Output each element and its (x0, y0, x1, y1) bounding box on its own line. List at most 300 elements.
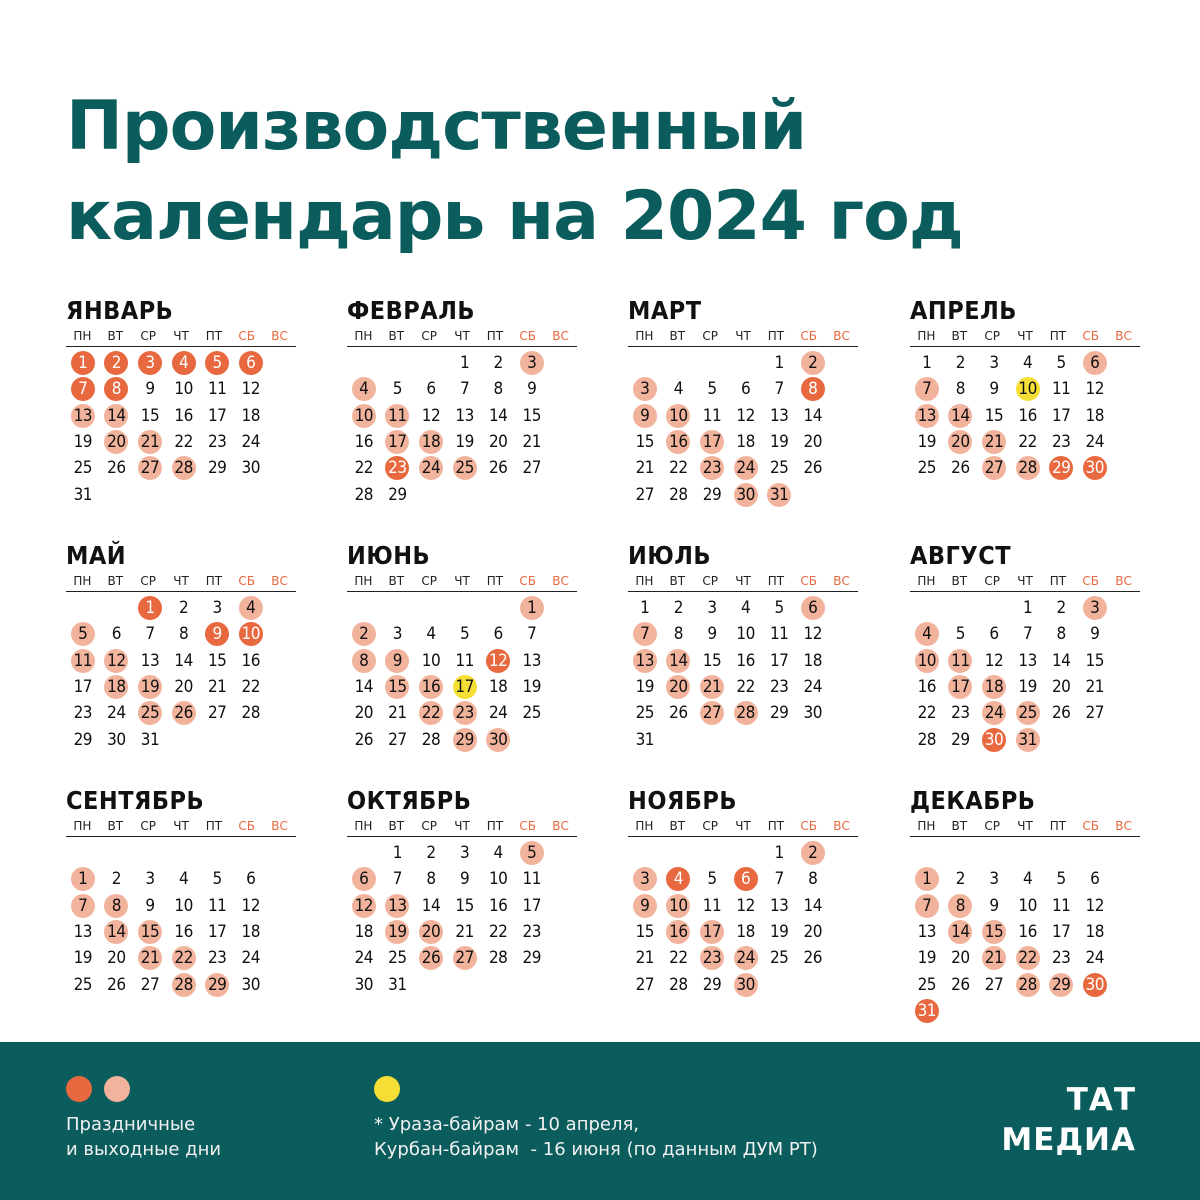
day-number: 2 (493, 353, 503, 374)
days-grid (910, 595, 1145, 753)
day-cell (762, 893, 796, 919)
weekend-day (796, 840, 830, 866)
day-number: 17 (700, 430, 724, 454)
holiday-day (1078, 971, 1112, 997)
month-10 (347, 786, 577, 998)
legend-footer (0, 1042, 1200, 1200)
empty-day (1044, 840, 1078, 866)
day-number: 4 (178, 869, 189, 890)
day-number: 21 (455, 922, 474, 943)
day-number: 5 (205, 351, 229, 375)
day-number: 12 (241, 379, 260, 400)
weekend-day (100, 674, 134, 700)
day-cell (662, 455, 696, 481)
day-number: 5 (774, 598, 784, 619)
day-number: 7 (145, 624, 155, 645)
weekday-label: ПТ (767, 819, 785, 833)
weekday-header (66, 328, 296, 347)
weekend-day (448, 455, 482, 481)
day-cell (1044, 893, 1078, 919)
day-cell (481, 893, 515, 919)
weekend-day (100, 429, 134, 455)
month-name: ИЮЛЬ (628, 541, 712, 570)
weekend-day (662, 429, 696, 455)
day-number: 2 (801, 351, 825, 375)
day-cell (481, 840, 515, 866)
day-cell (628, 945, 662, 971)
weekend-day (100, 648, 134, 674)
day-cell (234, 866, 268, 892)
day-cell (234, 700, 268, 726)
empty-day (628, 840, 662, 866)
day-number: 14 (948, 404, 972, 428)
weekday-label: СБ (1082, 819, 1100, 833)
day-number: 16 (666, 920, 690, 944)
day-number: 22 (241, 677, 260, 698)
weekend-day (977, 945, 1011, 971)
weekend-day (1078, 595, 1112, 621)
day-cell (1011, 350, 1045, 376)
day-number: 28 (354, 484, 374, 505)
day-number: 24 (419, 456, 443, 480)
weekend-day (347, 866, 381, 892)
day-number: 26 (419, 946, 443, 970)
day-number: 12 (1085, 379, 1104, 400)
day-cell (381, 700, 415, 726)
day-cell (977, 403, 1011, 429)
weekday-label: ВС (1115, 574, 1132, 588)
empty-day (1078, 840, 1112, 866)
weekend-day (910, 403, 944, 429)
weekday-label: ЧТ (1017, 819, 1033, 833)
weekday-label: СБ (238, 819, 256, 833)
day-cell (515, 376, 549, 402)
legend-note (374, 1112, 818, 1162)
weekday-label: ПН (917, 819, 936, 833)
day-cell (200, 674, 234, 700)
day-number: 4 (426, 624, 436, 645)
day-cell (200, 376, 234, 402)
day-number: 12 (736, 405, 755, 426)
day-cell (414, 403, 448, 429)
day-number: 11 (948, 649, 972, 673)
weekday-label: ВТ (107, 574, 124, 588)
day-cell (481, 376, 515, 402)
empty-day (662, 840, 696, 866)
day-cell (515, 945, 549, 971)
empty-day (381, 595, 415, 621)
month-name: МАЙ (66, 541, 127, 570)
weekend-day (381, 403, 415, 429)
day-number: 18 (982, 675, 1006, 699)
weekday-label: ВТ (107, 819, 124, 833)
weekend-day (448, 726, 482, 752)
day-cell (100, 866, 134, 892)
day-cell (1044, 621, 1078, 647)
day-cell (448, 893, 482, 919)
day-number: 29 (388, 484, 407, 505)
day-number: 24 (734, 456, 758, 480)
day-cell (695, 595, 729, 621)
day-number: 6 (352, 867, 376, 891)
day-number: 17 (1051, 405, 1071, 426)
day-number: 6 (246, 869, 256, 890)
day-cell (200, 648, 234, 674)
holiday-day (481, 648, 515, 674)
day-number: 28 (1016, 456, 1040, 480)
day-cell (381, 866, 415, 892)
weekday-label: ВТ (669, 819, 686, 833)
day-cell (167, 376, 201, 402)
day-cell (910, 429, 944, 455)
weekend-day (414, 674, 448, 700)
day-cell (695, 621, 729, 647)
day-cell (167, 648, 201, 674)
day-number: 7 (527, 624, 537, 645)
day-cell (1078, 429, 1112, 455)
day-cell (729, 674, 763, 700)
day-cell (628, 971, 662, 997)
day-number: 15 (1085, 650, 1104, 671)
month-name: АПРЕЛЬ (910, 296, 1017, 325)
day-number: 8 (178, 624, 189, 645)
day-number: 20 (419, 920, 443, 944)
month-name: СЕНТЯБРЬ (66, 786, 205, 815)
title-line-2: календарь на 2024 год (66, 177, 963, 256)
day-number: 24 (1085, 948, 1104, 969)
day-cell (515, 621, 549, 647)
day-number: 23 (769, 677, 789, 698)
weekend-day (662, 648, 696, 674)
day-cell (628, 919, 662, 945)
weekday-label: СР (702, 574, 718, 588)
weekend-day (695, 919, 729, 945)
holiday-day (977, 726, 1011, 752)
weekday-label: СР (421, 329, 437, 343)
day-number: 3 (520, 351, 544, 375)
day-cell (729, 403, 763, 429)
empty-day (200, 840, 234, 866)
day-cell (1044, 700, 1078, 726)
day-number: 15 (702, 650, 722, 671)
day-number: 13 (917, 922, 937, 943)
weekend-day (910, 376, 944, 402)
day-number: 20 (107, 948, 126, 969)
day-cell (796, 945, 830, 971)
weekend-day (448, 700, 482, 726)
day-number: 8 (948, 894, 972, 918)
day-cell (1044, 403, 1078, 429)
religious-holiday-day (448, 674, 482, 700)
month-7 (628, 541, 858, 753)
days-grid (66, 595, 301, 753)
weekend-day (1011, 971, 1045, 997)
day-cell (448, 350, 482, 376)
day-cell (200, 595, 234, 621)
weekend-day (347, 648, 381, 674)
day-cell (481, 350, 515, 376)
day-cell (515, 866, 549, 892)
day-cell (910, 726, 944, 752)
day-number: 13 (633, 649, 657, 673)
day-cell (944, 621, 978, 647)
day-number: 2 (955, 869, 965, 890)
day-cell (234, 455, 268, 481)
day-number: 9 (989, 895, 999, 916)
day-number: 19 (635, 677, 655, 698)
weekend-day (100, 403, 134, 429)
day-cell (796, 403, 830, 429)
day-number: 12 (352, 894, 376, 918)
day-cell (662, 376, 696, 402)
day-cell (167, 595, 201, 621)
day-number: 23 (522, 922, 541, 943)
day-number: 17 (700, 920, 724, 944)
weekend-day (515, 350, 549, 376)
day-number: 16 (241, 650, 260, 671)
day-number: 12 (486, 649, 510, 673)
weekend-day (729, 971, 763, 997)
day-number: 9 (459, 869, 470, 890)
day-number: 1 (520, 596, 544, 620)
day-cell (481, 429, 515, 455)
weekend-day (944, 648, 978, 674)
weekend-day (944, 893, 978, 919)
weekday-label: ПТ (486, 819, 504, 833)
day-cell (762, 648, 796, 674)
day-number: 2 (801, 841, 825, 865)
weekday-label: СБ (519, 819, 537, 833)
day-number: 31 (140, 729, 160, 750)
day-number: 7 (633, 622, 657, 646)
empty-day (448, 595, 482, 621)
day-cell (695, 866, 729, 892)
weekend-day (662, 919, 696, 945)
day-number: 18 (104, 675, 128, 699)
empty-day (347, 840, 381, 866)
day-number: 6 (1090, 869, 1100, 890)
day-number: 10 (488, 869, 508, 890)
day-cell (234, 403, 268, 429)
day-number: 8 (955, 379, 965, 400)
day-number: 9 (205, 622, 229, 646)
day-number: 5 (1056, 353, 1066, 374)
weekday-label: ВТ (669, 574, 686, 588)
day-number: 17 (522, 895, 541, 916)
weekday-label: ВТ (951, 329, 968, 343)
holiday-day (729, 866, 763, 892)
day-number: 25 (769, 948, 789, 969)
empty-day (100, 595, 134, 621)
day-cell (1011, 429, 1045, 455)
day-cell (1044, 648, 1078, 674)
day-number: 26 (488, 458, 508, 479)
weekday-label: ВС (552, 574, 569, 588)
weekday-label: ВТ (669, 329, 686, 343)
day-cell (695, 648, 729, 674)
day-number: 7 (774, 869, 784, 890)
weekday-header (347, 818, 577, 837)
day-cell (977, 866, 1011, 892)
day-number: 18 (488, 677, 508, 698)
weekend-day (167, 700, 201, 726)
day-number: 29 (453, 728, 477, 752)
weekend-day (695, 700, 729, 726)
day-cell (515, 919, 549, 945)
day-number: 10 (736, 624, 755, 645)
day-number: 19 (1018, 677, 1037, 698)
day-number: 26 (803, 948, 822, 969)
weekday-label: ПТ (205, 819, 223, 833)
day-number: 12 (736, 895, 755, 916)
day-cell (662, 700, 696, 726)
day-number: 6 (734, 867, 758, 891)
weekend-day (628, 376, 662, 402)
day-cell (1044, 376, 1078, 402)
weekday-label: СР (421, 819, 437, 833)
day-number: 10 (666, 404, 690, 428)
day-number: 7 (1022, 624, 1033, 645)
day-number: 21 (388, 703, 407, 724)
day-number: 11 (702, 895, 722, 916)
day-cell (515, 455, 549, 481)
weekend-dot-icon (104, 1076, 130, 1102)
day-number: 24 (107, 703, 126, 724)
day-number: 29 (1049, 973, 1073, 997)
day-cell (796, 429, 830, 455)
day-number: 6 (989, 624, 999, 645)
weekend-day (347, 376, 381, 402)
day-cell (234, 971, 268, 997)
day-cell (1078, 403, 1112, 429)
day-number: 3 (633, 377, 657, 401)
day-cell (66, 726, 100, 752)
day-number: 31 (1016, 728, 1040, 752)
day-number: 22 (354, 458, 374, 479)
weekend-day (347, 621, 381, 647)
weekend-day (414, 700, 448, 726)
day-cell (910, 945, 944, 971)
holiday-day (200, 350, 234, 376)
day-cell (167, 919, 201, 945)
day-cell (381, 945, 415, 971)
day-number: 30 (107, 729, 126, 750)
day-number: 20 (803, 432, 822, 453)
day-number: 22 (669, 458, 688, 479)
month-6 (347, 541, 577, 753)
day-number: 15 (982, 920, 1006, 944)
day-cell (133, 893, 167, 919)
day-cell (448, 919, 482, 945)
empty-day (66, 840, 100, 866)
weekday-header (628, 328, 858, 347)
weekend-day (381, 674, 415, 700)
day-number: 2 (111, 869, 121, 890)
day-number: 25 (917, 458, 937, 479)
day-cell (762, 700, 796, 726)
day-number: 26 (354, 729, 374, 750)
day-cell (167, 866, 201, 892)
day-cell (762, 376, 796, 402)
day-number: 5 (71, 622, 95, 646)
weekend-day (662, 893, 696, 919)
day-number: 9 (633, 894, 657, 918)
day-number: 17 (73, 677, 93, 698)
day-number: 1 (138, 596, 162, 620)
weekend-day (414, 455, 448, 481)
weekday-label: ПТ (205, 574, 223, 588)
day-number: 2 (352, 622, 376, 646)
legend-holidays-line-2: и выходные дни (66, 1139, 222, 1160)
day-number: 8 (801, 377, 825, 401)
day-number: 24 (488, 703, 508, 724)
day-number: 10 (915, 649, 939, 673)
day-number: 12 (421, 405, 441, 426)
days-grid (628, 350, 863, 508)
day-cell (628, 674, 662, 700)
month-11 (628, 786, 858, 998)
day-cell (234, 648, 268, 674)
weekend-day (695, 455, 729, 481)
day-cell (481, 455, 515, 481)
weekend-day (167, 945, 201, 971)
day-number: 24 (241, 948, 260, 969)
title-line-1: Производственный (66, 87, 807, 166)
day-number: 7 (71, 894, 95, 918)
day-cell (729, 893, 763, 919)
day-number: 6 (239, 351, 263, 375)
day-cell (628, 726, 662, 752)
day-number: 15 (140, 405, 160, 426)
weekday-label: ЧТ (735, 329, 751, 343)
empty-day (910, 595, 944, 621)
day-number: 20 (104, 430, 128, 454)
weekday-label: СБ (238, 329, 256, 343)
day-cell (762, 674, 796, 700)
day-number: 11 (207, 895, 227, 916)
day-cell (200, 945, 234, 971)
day-cell (762, 455, 796, 481)
day-cell (796, 919, 830, 945)
day-cell (796, 621, 830, 647)
day-cell (234, 376, 268, 402)
empty-day (977, 840, 1011, 866)
holiday-day (100, 350, 134, 376)
holiday-day (381, 455, 415, 481)
day-cell (1044, 350, 1078, 376)
weekend-day (910, 866, 944, 892)
day-cell (347, 945, 381, 971)
day-cell (729, 595, 763, 621)
day-number: 28 (734, 701, 758, 725)
day-cell (515, 403, 549, 429)
day-number: 16 (354, 432, 374, 453)
day-number: 12 (803, 624, 822, 645)
empty-day (100, 840, 134, 866)
weekday-label: ЧТ (173, 329, 189, 343)
empty-day (481, 595, 515, 621)
day-number: 13 (915, 404, 939, 428)
month-9 (66, 786, 296, 998)
day-number: 3 (392, 624, 402, 645)
weekday-label: ПТ (486, 574, 504, 588)
day-number: 27 (1085, 703, 1104, 724)
day-number: 27 (984, 974, 1004, 995)
weekday-label: ПН (354, 819, 373, 833)
day-number: 1 (71, 867, 95, 891)
day-cell (1044, 866, 1078, 892)
day-number: 21 (700, 675, 724, 699)
